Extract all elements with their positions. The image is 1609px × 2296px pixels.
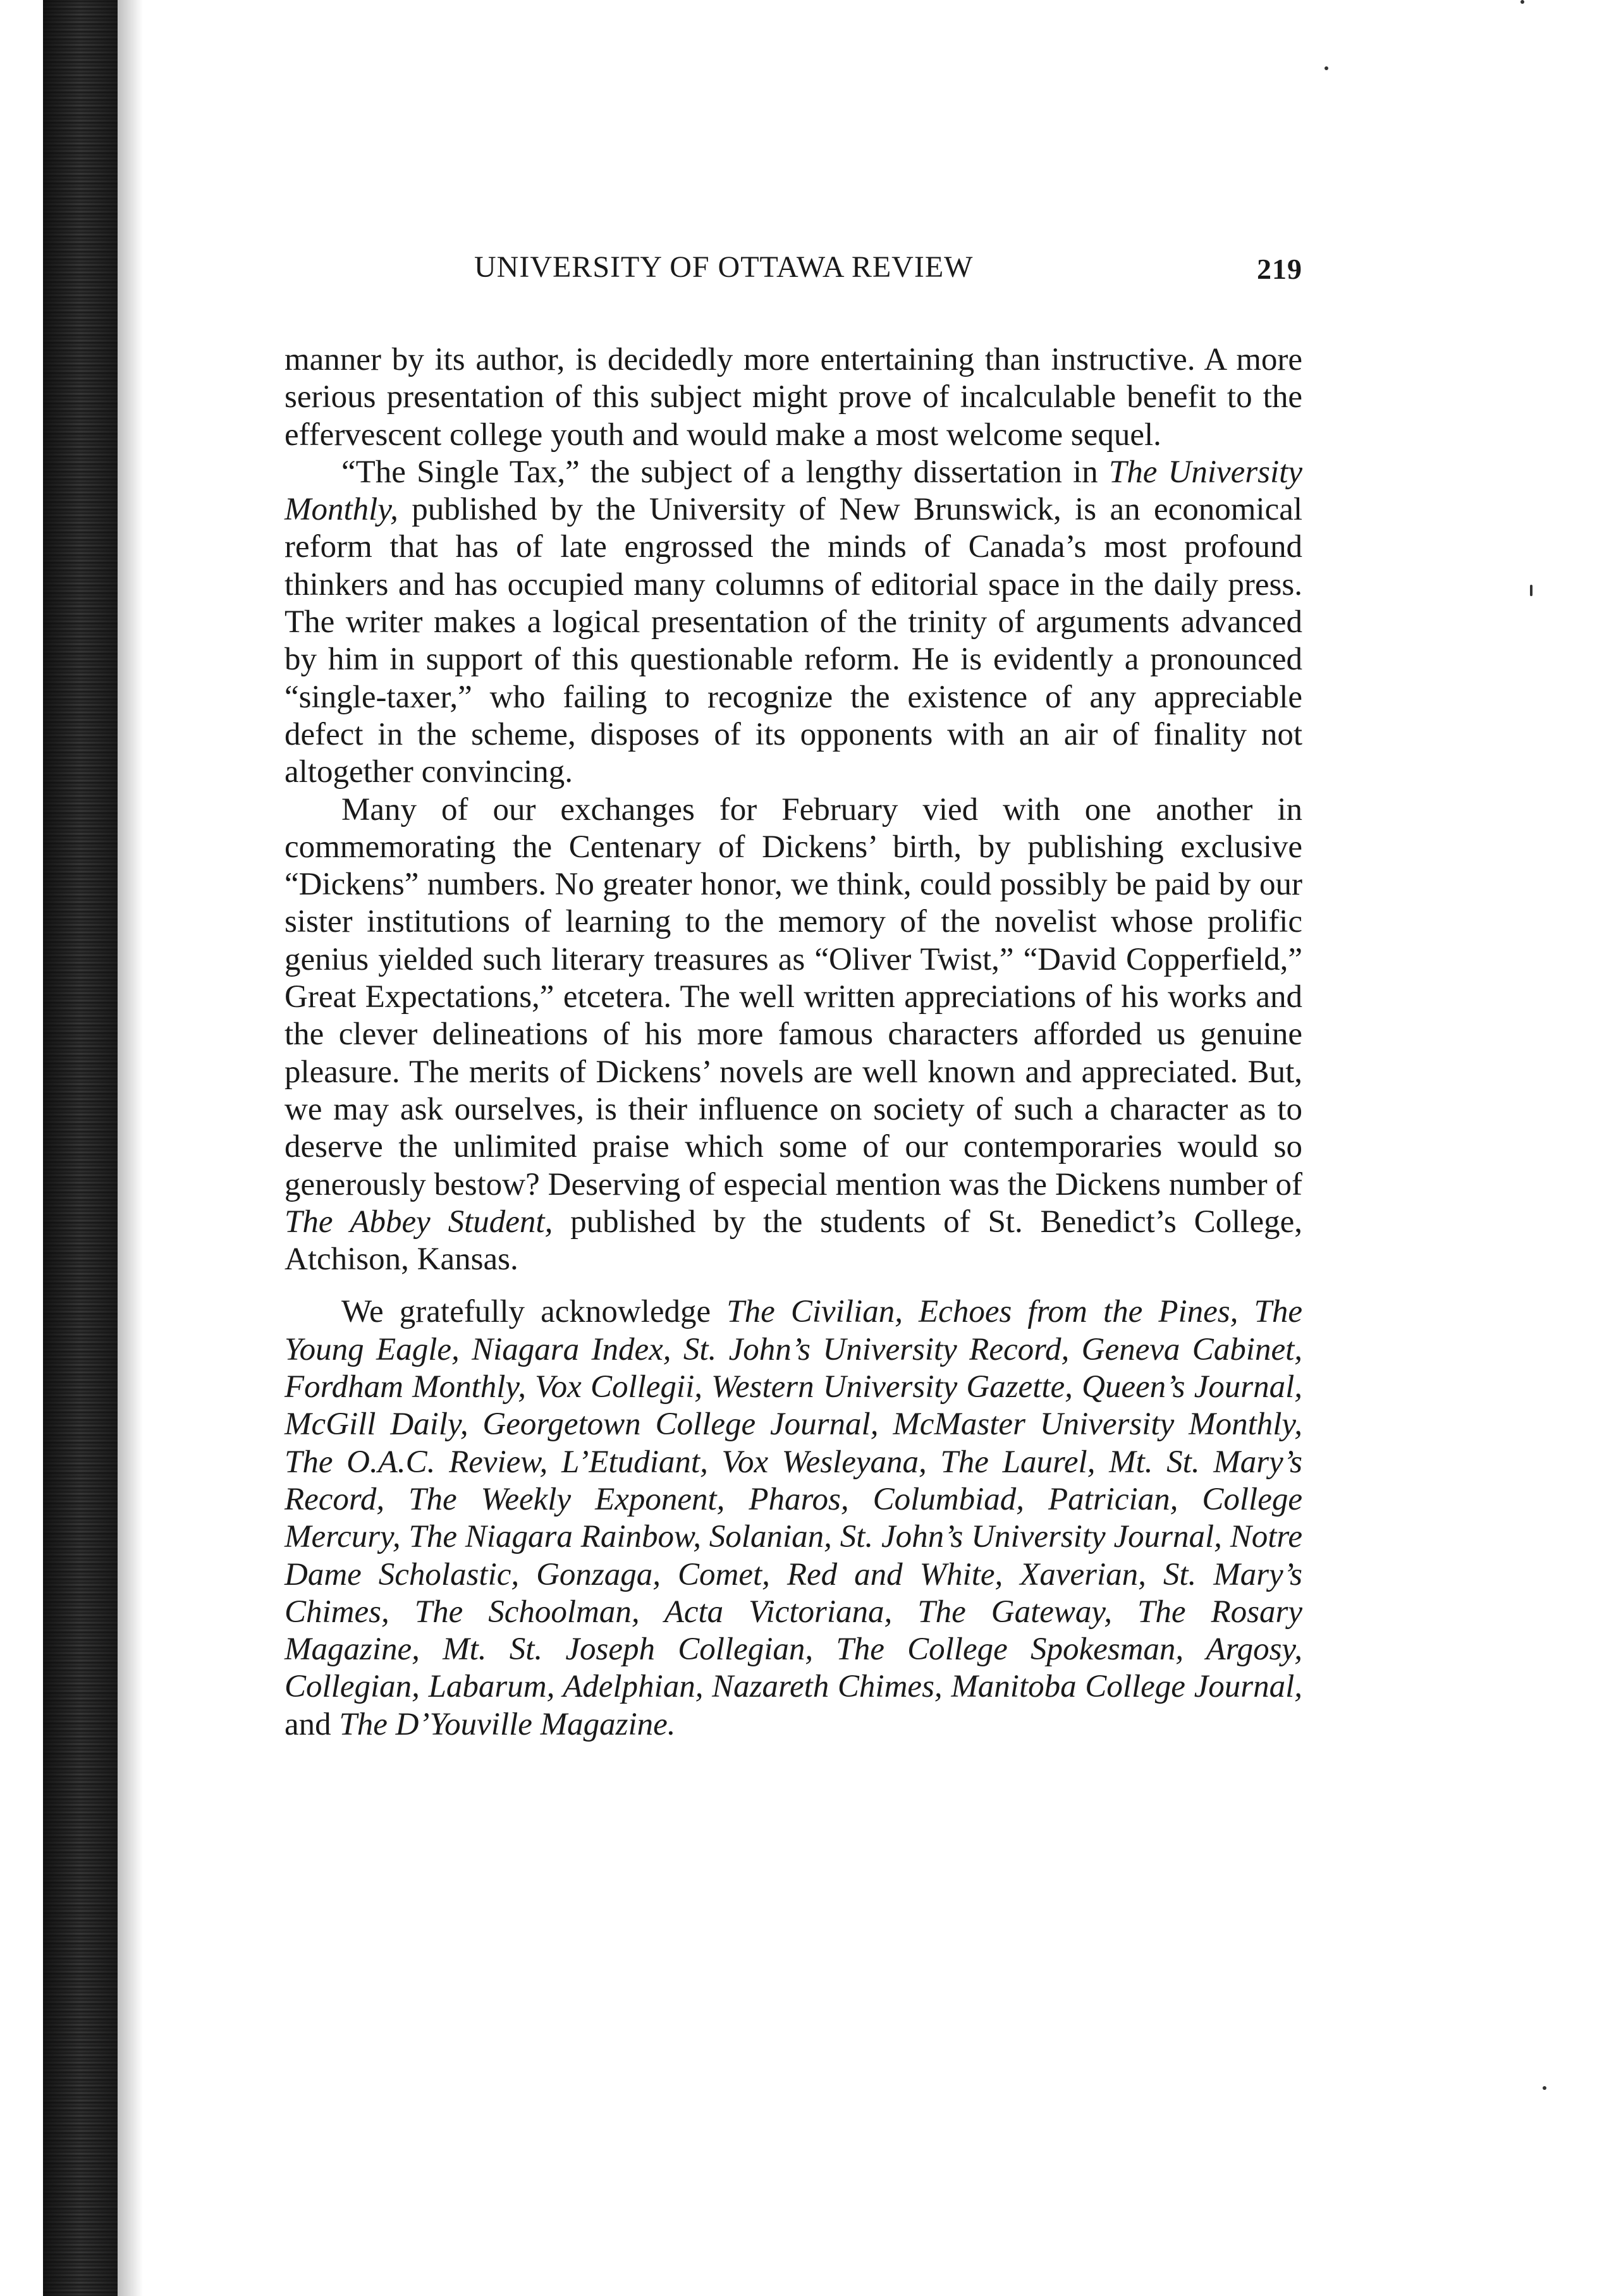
page-number: 219 bbox=[1257, 253, 1302, 285]
scan-speck bbox=[1520, 0, 1524, 4]
running-head bbox=[284, 250, 1302, 294]
journal-title: The Abbey Student, bbox=[284, 1204, 553, 1240]
scanned-binding-edge bbox=[43, 0, 118, 2296]
journal-list: The Civilian, Echoes from the Pines, The Young Eagle, Niagara Index, St. John’s University Record, Geneva Cabinet, Fordham Monthly, Vox Collegii, Western University Gazette, Queen’s Journal, McGill Daily, Georgetown College Journal, McMaster University Monthly, The O.A.C. Review, L’Etudiant, Vox Wesleyana, The Laurel, Mt. St. Mary’s Record, The Weekly Exponent, Pharos, Columbiad, Patrician, College Mercury, The Niagara Rainbow, Solanian, St. John’s University Journal, Notre Dame Scholastic, Gonzaga, Comet, Red and White, Xaverian, St. Mary’s Chimes, The Schoolman, Acta Victoriana, The Gateway, The Rosary Magazine, Mt. St. Joseph Collegian, The College Spokesman, Argosy, Collegian, Labarum, Adelphian, Nazareth Chimes, Manitoba College Journal, bbox=[284, 1294, 1302, 1705]
journal-title: The University Monthly, bbox=[284, 454, 1302, 528]
running-title: UNIVERSITY OF OTTAWA REVIEW bbox=[474, 250, 974, 284]
article-body bbox=[284, 341, 1302, 1743]
scan-speck bbox=[1543, 2086, 1546, 2090]
paragraph-dickens: Many of our exchanges for February vied with one another in commemorating the Centenary of Dickens’ birth, by publishing exclusive “Dickens” numbers. No greater honor, we think, could possibly be paid by our sister institutions of learning to the memory of the novelist whose prolific genius yielded such literary treasures as “Oliver Twist,” “David Copperfield,” Great Expectations,” etcetera. The well written appreciations of his works and the clever delineations of his more famous characters afforded us genuine pleasure. The merits of Dickens’ novels are well known and appreciated. But, we may ask ourselves, is their influence on society of such a character as to deserve the unlimited praise which some of our contemporaries would so generously bestow? Deserving of especial mention was the Dickens number of The Abbey Student, published by the students of St. Benedict’s College, Atchison, Kansas. bbox=[284, 791, 1302, 1278]
binding-shadow bbox=[118, 0, 143, 2296]
scan-speck bbox=[1530, 585, 1533, 596]
paragraph-acknowledgements: We gratefully acknowledge The Civilian, Echoes from the Pines, The Young Eagle, Niagara Index, St. John’s University Record, Geneva Cabinet, Fordham Monthly, Vox Collegii, Western University Gazette, Queen’s Journal, McGill Daily, Georgetown College Journal, McMaster University Monthly, The O.A.C. Review, L’Etudiant, Vox Wesleyana, The Laurel, Mt. St. Mary’s Record, The Weekly Exponent, Pharos, Columbiad, Patrician, College Mercury, The Niagara Rainbow, Solanian, St. John’s University Journal, Notre Dame Scholastic, Gonzaga, Comet, Red and White, Xaverian, St. Mary’s Chimes, The Schoolman, Acta Victoriana, The Gateway, The Rosary Magazine, Mt. St. Joseph Collegian, The College Spokesman, Argosy, Collegian, Labarum, Adelphian, Nazareth Chimes, Manitoba College Journal, and The D’Youville Magazine. bbox=[284, 1294, 1302, 1742]
scan-speck bbox=[1325, 66, 1328, 70]
paragraph-single-tax: “The Single Tax,” the subject of a lengthy dissertation in The University Monthly, published by the University of New Brunswick, is an economical reform that has of late engrossed the minds of Canada’s most profound thinkers and has occupied many columns of editorial space in the daily press. The writer makes a logical presentation of the trinity of arguments advanced by him in support of this questionable reform. He is evidently a pronounced “single-taxer,” who failing to recognize the existence of any appreciable defect in the scheme, disposes of its opponents with an air of finality not altogether convincing. bbox=[284, 454, 1302, 790]
paragraph-continuation: manner by its author, is decidedly more entertaining than instructive. A more serious presentation of this subject might prove of incalculable benefit to the effervescent college youth and would make a most welcome sequel. bbox=[284, 342, 1302, 453]
journal-title: The D’Youville Magazine. bbox=[339, 1706, 676, 1742]
